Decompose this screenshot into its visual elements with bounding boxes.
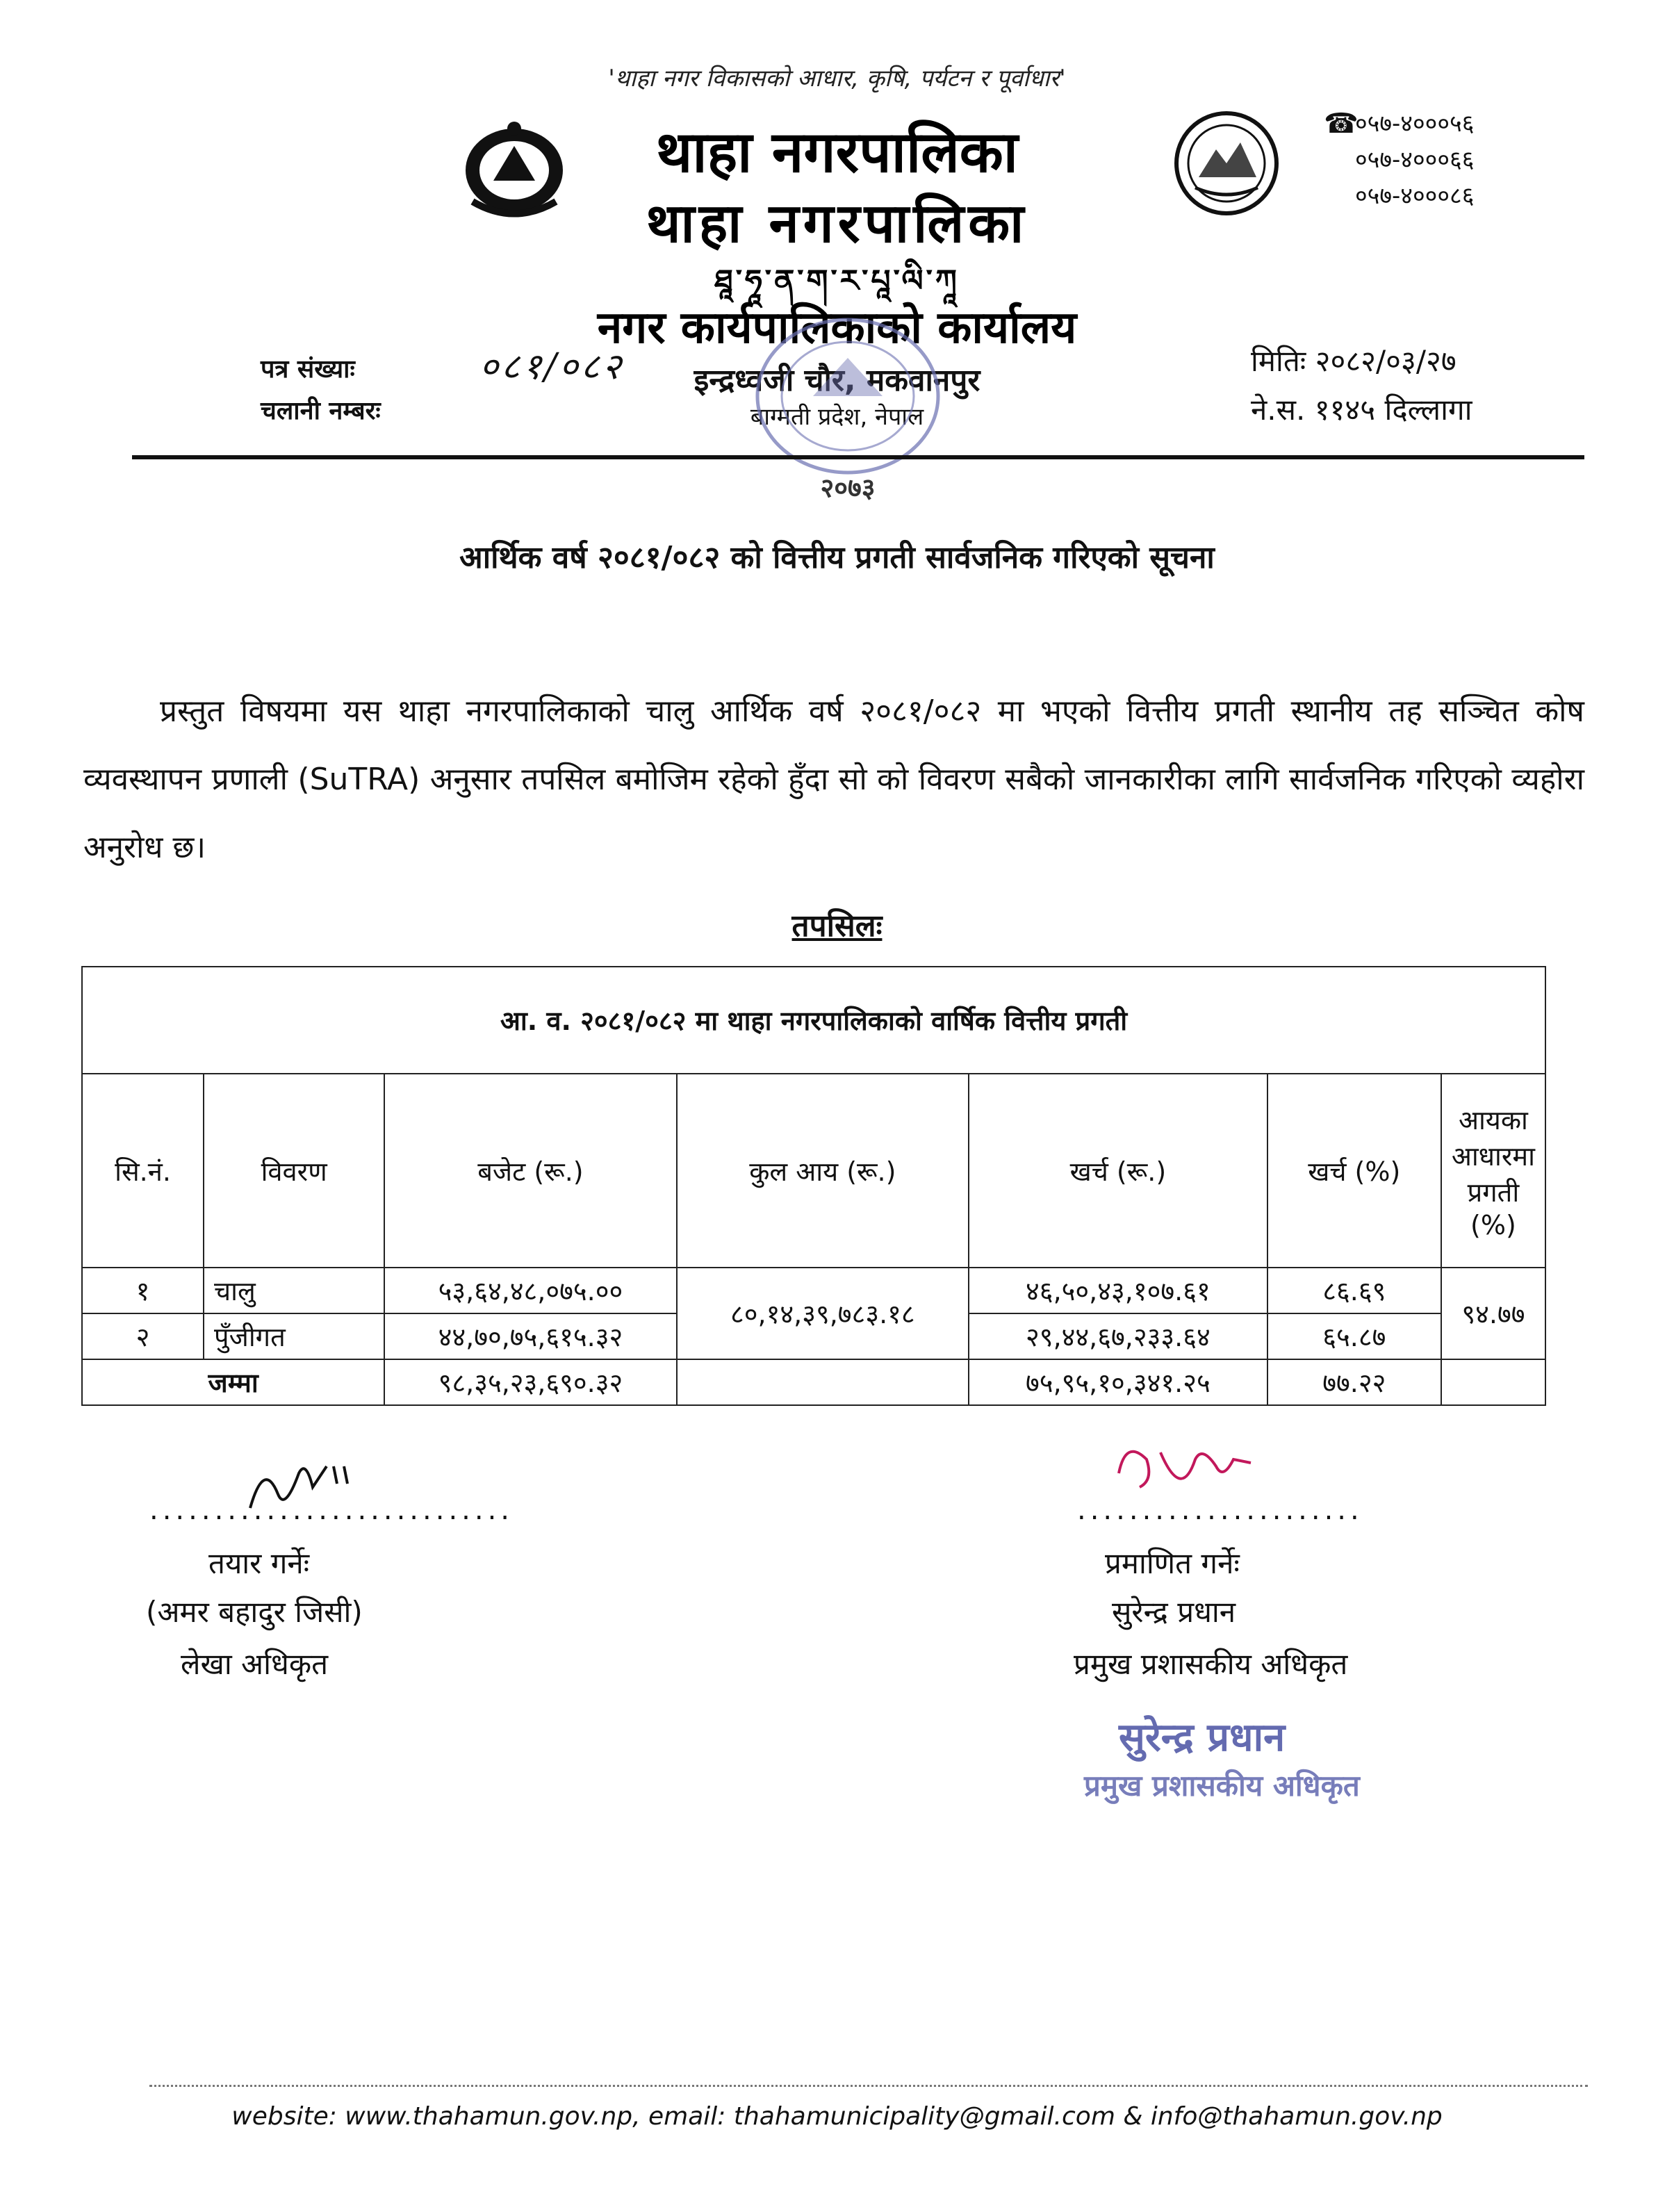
office-stamp <box>709 292 987 507</box>
motto: 'थाहा नगर विकासको आधार, कृषि, पर्यटन र पूर्वाधार' <box>608 65 1066 92</box>
phone-icon: ☎ <box>1324 108 1359 140</box>
col-header-expense-pct: खर्च (%) <box>1267 1074 1441 1268</box>
prepared-by-label: तयार गर्नेः <box>208 1546 310 1580</box>
cell-expense-pct: ८६.६९ <box>1267 1268 1441 1313</box>
cell-total-label: जम्मा <box>82 1359 384 1405</box>
office-name: थाहा नगरपालिका <box>655 120 1019 186</box>
certified-by-label: प्रमाणित गर्नेः <box>1105 1546 1240 1580</box>
executive-office-name: नगर कार्यपालिकाको कार्यालय <box>597 302 1077 354</box>
col-header-income: कुल आय (रू.) <box>677 1074 969 1268</box>
cell-total-expense: ७५,९५,१०,३४१.२५ <box>969 1359 1267 1405</box>
right-signature-line: ...................... <box>1077 1494 1363 1526</box>
header-divider <box>132 455 1584 459</box>
details-subheading: तपसिलः <box>791 908 883 944</box>
phone-numbers <box>1355 106 1474 214</box>
table-caption: आ. व. २०८१/०८२ मा थाहा नगरपालिकाको वार्षिक वित्तीय प्रगती <box>82 967 1545 1074</box>
prepared-by-title: लेखा अधिकृत <box>181 1647 329 1681</box>
phone-number: ०५७-४०००६६ <box>1355 146 1475 174</box>
notice-paragraph-text: प्रस्तुत विषयमा यस थाहा नगरपालिकाको चालु आर्थिक वर्ष २०८१/०८२ मा भएको वित्तीय प्रगती स्थानीय तह सञ्चित कोष व्यवस्थापन प्रणाली (SuTRA) अनुसार तपसिल बमोजिम रहेको हुँदा सो को विवरण सबैको जानकारीका लागि सार्वजनिक गरिएको व्यहोरा अनुरोध छ। <box>83 694 1584 865</box>
cell-income-progress: ९४.७७ <box>1441 1268 1545 1359</box>
cell-sn: २ <box>82 1313 204 1359</box>
nepal-sambat-date: ने.स. ११४५ दिल्लागा <box>1251 393 1472 427</box>
footer-contact: website: www.thahamun.gov.np, email: thahamunicipality@gmail.com & info@thahamun.gov.np <box>231 2102 1443 2131</box>
col-header-income-progress: आयका आधारमा प्रगती (%) <box>1441 1074 1545 1268</box>
letter-number-label: पत्र संख्याः <box>261 355 355 384</box>
certified-by-title: प्रमुख प्रशासकीय अधिकृत <box>1074 1647 1348 1681</box>
table-total-row <box>82 1359 1545 1405</box>
cell-budget: ५३,६४,४८,०७५.०० <box>384 1268 676 1313</box>
cell-expense-pct: ६५.८७ <box>1267 1313 1441 1359</box>
prepared-by-name: (अमर बहादुर जिसी) <box>146 1595 363 1629</box>
col-header-expense: खर्च (रू.) <box>969 1074 1267 1268</box>
cell-sn: १ <box>82 1268 204 1313</box>
col-header-item: विवरण <box>204 1074 384 1268</box>
certified-by-name: सुरेन्द्र प्रधान <box>1112 1595 1236 1629</box>
stamp-year: २०७३ <box>820 473 876 503</box>
cell-total-budget: ९८,३५,२३,६९०.३२ <box>384 1359 676 1405</box>
footer-divider <box>149 2085 1588 2087</box>
col-header-sn: सि.नं. <box>82 1074 204 1268</box>
cell-expense: २९,४४,६७,२३३.६४ <box>969 1313 1267 1359</box>
cell-empty <box>1441 1359 1545 1405</box>
office-province: बाग्मती प्रदेश, नेपाल <box>750 403 924 431</box>
financial-progress-table <box>81 966 1546 1406</box>
table-row <box>82 1268 1545 1313</box>
name-stamp: सुरेन्द्र प्रधान <box>1119 1715 1286 1760</box>
left-signature-line: ............................ <box>149 1494 514 1526</box>
title-stamp: प्रमुख प्रशासकीय अधिकृत <box>1084 1769 1360 1803</box>
office-name-tibetan: ཐཱ་ཧཱ་ན་ག་ར་པཱ་ལི་ཀཱ <box>714 263 960 299</box>
notice-title: आर्थिक वर्ष २०८१/०८२ को वित्तीय प्रगती सार्वजनिक गरिएको सूचना <box>459 540 1215 575</box>
dispatch-number-label: चलानी नम्बरः <box>261 397 381 425</box>
cell-total-income: ८०,१४,३९,७८३.१८ <box>677 1268 969 1359</box>
cell-item: चालु <box>204 1268 384 1313</box>
office-address: इन्द्रध्वजी चौर, मकवानपुर <box>694 363 980 398</box>
cell-empty <box>677 1359 969 1405</box>
office-name-newari: थाहा नगरपालिका <box>646 192 1028 255</box>
notice-paragraph <box>83 678 1584 882</box>
col-header-budget: बजेट (रू.) <box>384 1074 676 1268</box>
cell-budget: ४४,७०,७५,६१५.३२ <box>384 1313 676 1359</box>
letter-number-value: ०८१/०८२ <box>479 346 624 388</box>
phone-number: ०५७-४०००८६ <box>1355 182 1475 210</box>
phone-number: ०५७-४०००५६ <box>1355 110 1475 138</box>
cell-expense: ४६,५०,४३,१०७.६१ <box>969 1268 1267 1313</box>
cell-total-expense-pct: ७७.२२ <box>1267 1359 1441 1405</box>
cell-item: पुँजीगत <box>204 1313 384 1359</box>
letter-date: मितिः २०८२/०३/२७ <box>1251 344 1456 378</box>
